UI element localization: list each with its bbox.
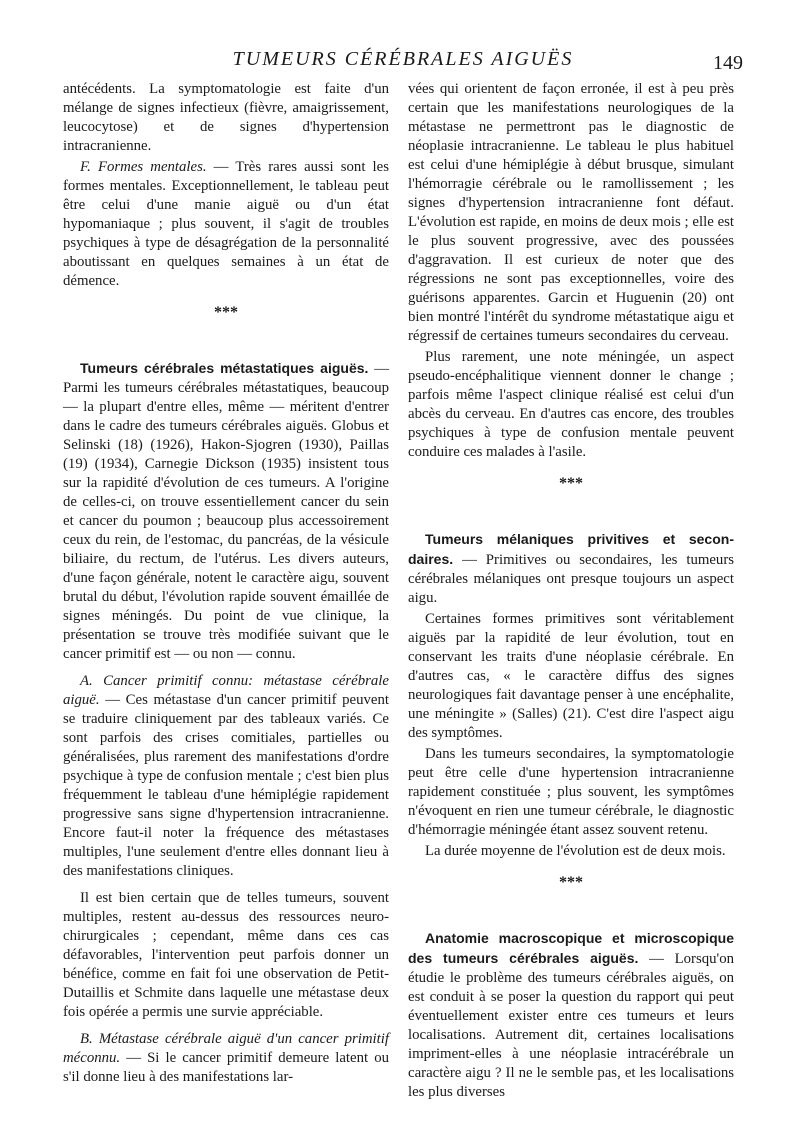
separator-asterisms: ***: [559, 475, 583, 492]
left-column: [63, 80, 389, 1087]
paragraph-text: — Si le cancer primitif demeure latent ou s'il donne lieu à des manifestations lar-: [63, 1050, 389, 1085]
paragraph: Dans les tumeurs secondaires, la symptomatologie peut être celle d'une hypertension intracranienne rapidement constituée ; plus souvent, les symptômes n'évoquent en rien une tumeur cérébrale, le diagnostic d'hémorragie méningée étant assez souvent retenu.: [408, 746, 734, 838]
subsection-label: B. Métastase cérébrale aiguë d'un cancer primitif méconnu.: [63, 1031, 389, 1066]
subsection-label: A. Cancer primitif connu: métastase cérébrale aiguë.: [63, 673, 389, 708]
paragraph: [408, 530, 734, 608]
section-title: Anatomie macroscopique et microscopique des tumeurs cérébrales aiguës.: [408, 930, 734, 966]
right-column: [408, 80, 734, 1102]
paragraph-text: — Très rares aussi sont les formes mentales. Exceptionnellement, le tableau peut être celui d'une manie aiguë ou d'un état hypomaniaque ; plus souvent, il s'agit de troubles psychiques à type de désagrégation de la personnalité aboutissant en quelques semaines à un état de démence.: [63, 159, 389, 289]
paragraph-text: — Lorsqu'on étudie le problème des tumeurs cérébrales aiguës, on est conduit à se poser la question du rapport qui peut éventuellement exister entre ces tumeurs et leurs localisations. Autrement dit, certaines localisations impriment-elles à une néoplasie intracérébrale un caractère aigu ? Il ne le semble pas, et les localisations les plus diverses: [408, 951, 735, 1100]
section-separator: [408, 875, 734, 925]
section-title: Tumeurs cérébrales métastatiques aiguës.: [80, 360, 369, 376]
paragraph: [63, 672, 389, 881]
paragraph: vées qui orientent de façon erronée, il est à peu près certain que les manifestations neurologiques de la métastase ne permettront pas le diagnostic de néoplasie intracranienne. Le tableau le plus habituel est celui d'une hémiplégie à début brusque, simulant l'hémorragie cérébrale ou le ramollissement ; les signes d'hypertension intracranienne font défaut. L'évolution est rapide, en moins de deux mois ; elle est le plus souvent progressive, avec des poussées d'aggravation. Il est curieux de noter que des régressions ne sont pas exceptionnelles, voire des guérisons apparentes. Garcin et Huguenin (20) ont bien montré l'intérêt du syndrome métastatique aigu et régressif de certaines tumeurs secondaires du cerveau.: [408, 81, 734, 344]
page-number: 149: [713, 52, 743, 74]
page-header: [63, 44, 743, 78]
paragraph-text: — Ces métastase d'un cancer primitif peuvent se traduire cliniquement par des tableaux variés. Ce sont parfois des crises comitiales, partielles ou généralisées, plus rarement des manifestations d'ordre psychique à type de confusion mentale ; c'est bien plus fréquemment le tableau d'une hémiplégie rapidement progressive sans signe d'hypertension intracranienne. Encore faut-il noter la fréquence des métastases multiples, l'une seulement d'entre elles donnant lieu à des manifestations cliniques.: [63, 692, 389, 879]
paragraph-text: — Parmi les tumeurs cérébrales métastatiques, beaucoup — la plupart d'entre elles, même — méritent d'entrer dans le cadre des tumeurs cérébrales aiguës. Globus et Selinski (18) (1926), Hakon-Sjogren (1930), Paillas (19) (1934), Carnegie Dickson (1935) insistent tous sur la rapidité d'évolution de ces tumeurs. A l'origine de celles-ci, on trouve essentiellement cancer du sein et cancer du poumon ; beaucoup plus accessoirement ceux du rein, de l'estomac, du pancréas, de la vésicule biliaire, du rectum, de l'utérus. Les divers auteurs, d'une façon générale, notent le caractère aigu, souvent brutal du début, l'évolution rapide souvent émaillée de signes méningés. Du point de vue clinique, la présentation se trouve très modifiée suivant que le cancer primitif est — ou non — connu.: [63, 361, 389, 662]
paragraph: [63, 1030, 389, 1087]
paragraph: Certaines formes primitives sont véritablement aiguës par la rapidité de leur évolution, tout en conservant les traits d'une néoplasie cérébrale. En d'autres cas, « le caractère diffus des signes neurologiques fait davantage penser à une encéphalite, une méningite » (Salles) (21). C'est dire l'aspect aigu des symptômes.: [408, 611, 734, 741]
paragraph-text: — Primitives ou secondaires, les tumeurs cérébrales mélaniques ont presque toujours un aspect aigu.: [408, 552, 734, 606]
running-title: TUMEURS CÉRÉBRALES AIGUËS: [232, 48, 574, 70]
section-title: Tumeurs mélaniques privitives et secondaires.: [408, 531, 734, 567]
paragraph: La durée moyenne de l'évolution est de deux mois.: [425, 843, 726, 859]
subsection-label: F. Formes mentales.: [80, 159, 207, 175]
separator-asterisms: ***: [214, 304, 238, 321]
section-separator: [408, 476, 734, 526]
paragraph: Il est bien certain que de telles tumeurs, souvent multiples, restent au-dessus des ressources neuro-chirurgicales ; cependant, même dans ces cas défavorables, l'intervention peut parfois donner un bénéfice, comme en fait foi une observation de Petit-Dutaillis et Schmite dans laquelle une métastase deux fois opérée a permis une survie appréciable.: [63, 890, 389, 1020]
paragraph: [408, 929, 734, 1102]
paragraph: Plus rarement, une note méningée, un aspect pseudo-encéphalitique viennent donner le change ; parfois même l'aspect clinique réalisé est celui d'un abcès du cerveau. En d'autres cas encore, des troubles psychiques à type de confusion mentale peuvent conduire ces malades à l'asile.: [408, 349, 734, 460]
section-separator: [63, 305, 389, 355]
paragraph: antécédents. La symptomatologie est faite d'un mélange de signes infectieux (fièvre, amaigrissement, leucocytose) et de signes d'hypertension intracranienne.: [63, 81, 389, 154]
paragraph: [63, 158, 389, 291]
paragraph: [63, 359, 389, 664]
separator-asterisms: ***: [559, 874, 583, 891]
